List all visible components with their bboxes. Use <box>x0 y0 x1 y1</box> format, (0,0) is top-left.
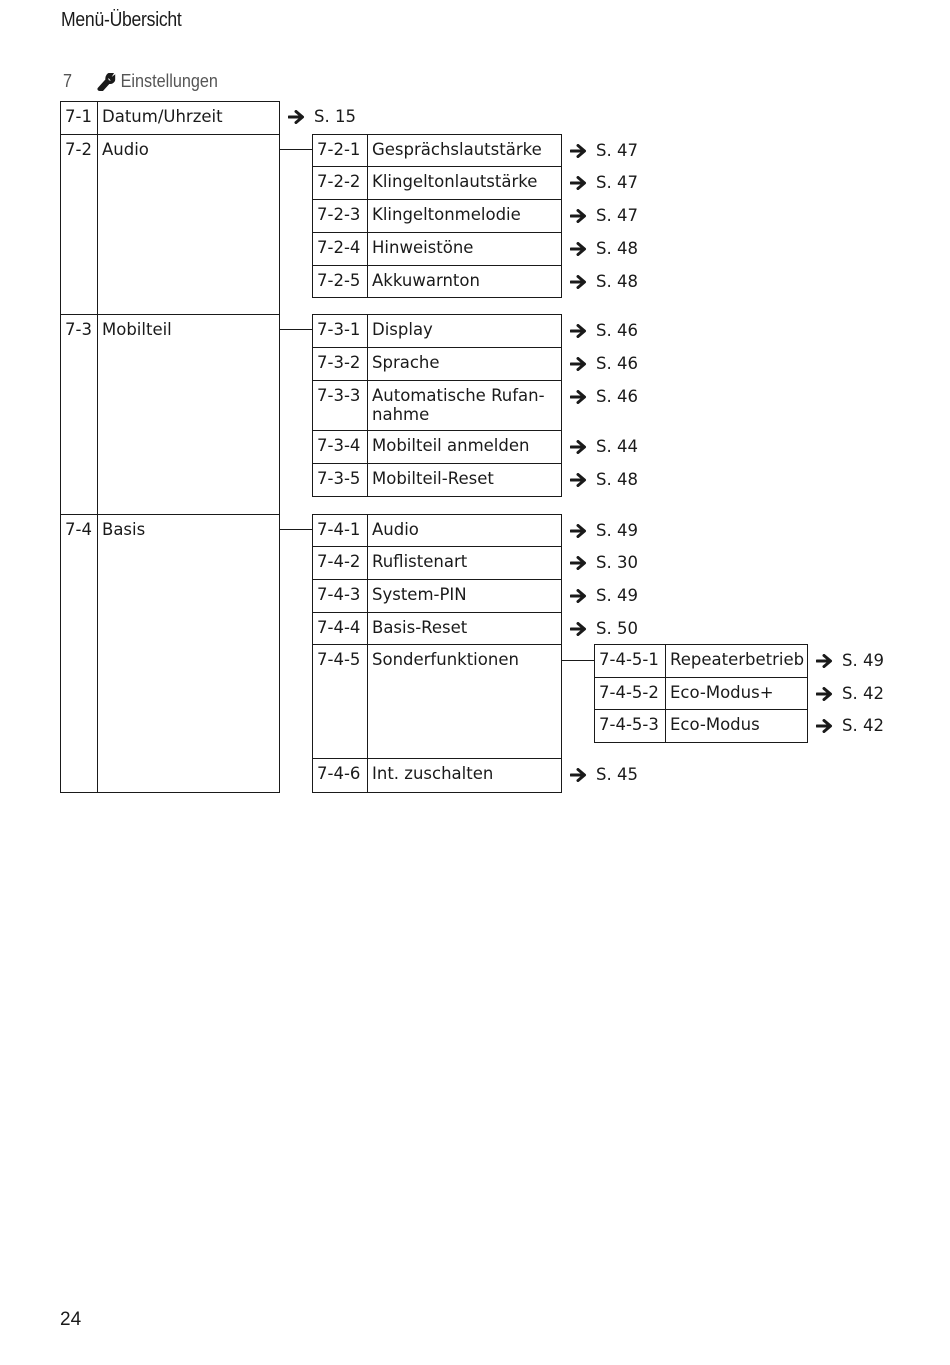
page-reference <box>570 354 638 373</box>
column-divider <box>97 314 98 514</box>
menu-label: Mobilteil-Reset <box>372 469 494 488</box>
page-reference-text: S. 42 <box>842 684 884 703</box>
arrow-right-icon <box>570 524 587 538</box>
page-reference-text: S. 49 <box>596 586 638 605</box>
menu-code: 7-1 <box>65 107 92 126</box>
menu-code: 7-4-5-3 <box>599 715 659 734</box>
arrow-right-icon <box>570 144 587 158</box>
column-divider <box>665 644 666 677</box>
page-reference-text: S. 49 <box>596 521 638 540</box>
menu-label: Eco-Modus+ <box>670 683 774 702</box>
page-reference <box>570 521 638 540</box>
arrow-right-icon <box>570 275 587 289</box>
column-divider <box>367 463 368 496</box>
page-reference-text: S. 46 <box>596 387 638 406</box>
page-reference <box>816 716 884 735</box>
page-reference-text: S. 49 <box>842 651 884 670</box>
menu-label-continued: nahme <box>372 405 430 424</box>
arrow-right-icon <box>570 440 587 454</box>
page-reference <box>570 141 638 160</box>
page-reference-text: S. 46 <box>596 354 638 373</box>
page-reference <box>570 387 638 406</box>
column-divider <box>367 265 368 297</box>
column-divider <box>367 199 368 232</box>
page-reference <box>570 173 638 192</box>
column-divider <box>97 514 98 792</box>
page-reference-text: S. 46 <box>596 321 638 340</box>
arrow-right-icon <box>816 654 833 668</box>
menu-code: 7-4-2 <box>317 552 361 571</box>
arrow-right-icon <box>570 324 587 338</box>
page-reference-text: S. 48 <box>596 239 638 258</box>
page-reference <box>816 684 884 703</box>
arrow-right-icon <box>816 687 833 701</box>
menu-code: 7-2-3 <box>317 205 361 224</box>
menu-code: 7-3-4 <box>317 436 361 455</box>
column-divider <box>367 430 368 463</box>
arrow-right-icon <box>816 719 833 733</box>
page-reference-text: S. 48 <box>596 470 638 489</box>
arrow-right-icon <box>570 357 587 371</box>
section-heading <box>63 71 218 92</box>
arrow-right-icon <box>570 473 587 487</box>
menu-code: 7-4-1 <box>317 520 361 539</box>
page-reference-text: S. 50 <box>596 619 638 638</box>
menu-row-level1 <box>60 514 280 793</box>
column-divider <box>367 347 368 380</box>
column-divider <box>367 514 368 546</box>
column-divider <box>665 709 666 742</box>
menu-label: Klingeltonmelodie <box>372 205 521 224</box>
page-reference-text: S. 42 <box>842 716 884 735</box>
menu-label: Akkuwarnton <box>372 271 480 290</box>
arrow-right-icon <box>570 622 587 636</box>
page-number: 24 <box>60 1309 82 1330</box>
menu-label: Eco-Modus <box>670 715 760 734</box>
menu-code: 7-3 <box>65 320 92 339</box>
column-divider <box>367 134 368 166</box>
page-reference <box>570 272 638 291</box>
menu-label: System-PIN <box>372 585 467 604</box>
section-number: 7 <box>63 71 73 91</box>
arrow-right-icon <box>288 110 305 124</box>
menu-code: 7-4-3 <box>317 585 361 604</box>
wrench-icon <box>97 73 115 91</box>
page-reference <box>570 206 638 225</box>
menu-label: Display <box>372 320 433 339</box>
page-header: Menü-Übersicht <box>61 9 182 31</box>
menu-label: Repeaterbetrieb <box>670 650 805 669</box>
column-divider <box>367 232 368 265</box>
menu-label: Basis-Reset <box>372 618 468 637</box>
page-reference <box>570 586 638 605</box>
connector-line <box>562 660 594 661</box>
arrow-right-icon <box>570 242 587 256</box>
menu-code: 7-2-4 <box>317 238 361 257</box>
page-reference <box>570 239 638 258</box>
menu-code: 7-4-5 <box>317 650 361 669</box>
arrow-right-icon <box>570 768 587 782</box>
menu-code: 7-4-5-1 <box>599 650 659 669</box>
menu-label: Mobilteil <box>102 320 172 339</box>
column-divider <box>367 644 368 758</box>
menu-label: Hinweistöne <box>372 238 474 257</box>
menu-label: Ruflistenart <box>372 552 468 571</box>
menu-label: Sonderfunktionen <box>372 650 519 669</box>
page-reference <box>816 651 884 670</box>
connector-line <box>280 149 312 150</box>
page-reference <box>570 321 638 340</box>
menu-code: 7-4-5-2 <box>599 683 659 702</box>
page-reference-text: S. 15 <box>314 107 356 126</box>
column-divider <box>367 579 368 612</box>
page-reference-text: S. 47 <box>596 206 638 225</box>
column-divider <box>97 134 98 314</box>
column-divider <box>367 612 368 644</box>
menu-code: 7-3-3 <box>317 386 361 405</box>
menu-code: 7-2-2 <box>317 172 361 191</box>
page-reference <box>570 437 638 456</box>
arrow-right-icon <box>570 589 587 603</box>
column-divider <box>97 101 98 134</box>
menu-label: Int. zuschalten <box>372 764 494 783</box>
menu-label: Mobilteil anmelden <box>372 436 530 455</box>
column-divider <box>367 546 368 579</box>
menu-label: Audio <box>102 140 149 159</box>
menu-label: Gesprächslautstärke <box>372 140 542 159</box>
column-divider <box>665 677 666 709</box>
menu-label: Klingeltonlautstärke <box>372 172 538 191</box>
page-reference <box>570 553 638 572</box>
page-reference <box>570 619 638 638</box>
column-divider <box>367 314 368 347</box>
menu-code: 7-4-6 <box>317 764 361 783</box>
menu-code: 7-4 <box>65 520 92 539</box>
menu-label: Sprache <box>372 353 440 372</box>
menu-code: 7-2-5 <box>317 271 361 290</box>
menu-code: 7-3-5 <box>317 469 361 488</box>
menu-code: 7-3-2 <box>317 353 361 372</box>
page-reference <box>288 107 356 126</box>
connector-line <box>280 529 312 530</box>
arrow-right-icon <box>570 390 587 404</box>
menu-code: 7-2-1 <box>317 140 361 159</box>
page-reference-text: S. 47 <box>596 173 638 192</box>
arrow-right-icon <box>570 176 587 190</box>
menu-code: 7-3-1 <box>317 320 361 339</box>
connector-line <box>280 329 312 330</box>
arrow-right-icon <box>570 556 587 570</box>
menu-label: Basis <box>102 520 146 539</box>
page-reference <box>570 765 638 784</box>
column-divider <box>367 758 368 792</box>
menu-label: Audio <box>372 520 419 539</box>
page-reference <box>570 470 638 489</box>
page-reference-text: S. 47 <box>596 141 638 160</box>
arrow-right-icon <box>570 209 587 223</box>
page-reference-text: S. 48 <box>596 272 638 291</box>
menu-label: Automatische Rufan- <box>372 386 545 405</box>
menu-code: 7-2 <box>65 140 92 159</box>
page-reference-text: S. 44 <box>596 437 638 456</box>
page-reference-text: S. 30 <box>596 553 638 572</box>
section-title: Einstellungen <box>120 71 218 91</box>
menu-row-level1 <box>60 134 280 315</box>
menu-row-level1 <box>60 314 280 515</box>
menu-code: 7-4-4 <box>317 618 361 637</box>
column-divider <box>367 166 368 199</box>
menu-label: Datum/Uhrzeit <box>102 107 223 126</box>
page-reference-text: S. 45 <box>596 765 638 784</box>
column-divider <box>367 380 368 430</box>
